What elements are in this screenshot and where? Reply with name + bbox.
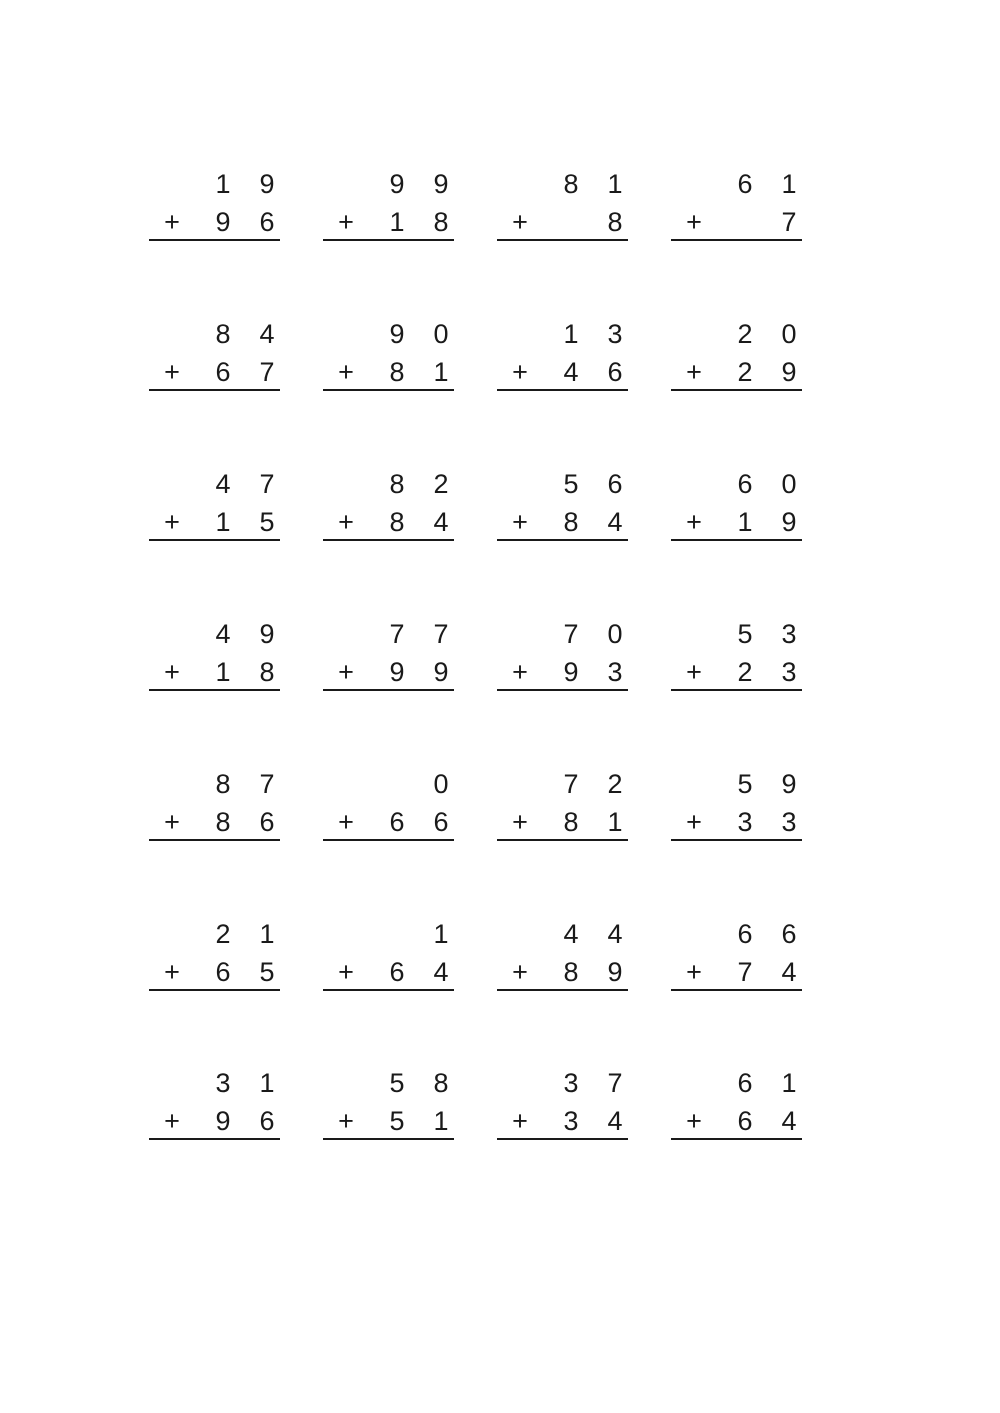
addition-problem [323, 618, 454, 698]
top-tens-digit: 5 [389, 1068, 405, 1098]
top-ones-digit: 3 [781, 619, 797, 649]
answer-line [149, 239, 280, 241]
top-ones-digit: 2 [607, 769, 623, 799]
addition-problem [671, 918, 802, 998]
bottom-ones-digit: 3 [781, 807, 797, 837]
addition-problem [497, 618, 628, 698]
answer-line [149, 539, 280, 541]
top-ones-digit: 0 [607, 619, 623, 649]
bottom-tens-digit: 1 [215, 657, 231, 687]
bottom-tens-digit: 8 [563, 957, 579, 987]
addition-problem [497, 318, 628, 398]
addition-problem [323, 918, 454, 998]
bottom-ones-digit: 4 [781, 957, 797, 987]
top-ones-digit: 9 [259, 169, 275, 199]
bottom-ones-digit: 9 [433, 657, 449, 687]
answer-line [323, 989, 454, 991]
addition-problem [671, 768, 802, 848]
bottom-ones-digit: 3 [607, 657, 623, 687]
bottom-ones-digit: 5 [259, 507, 275, 537]
answer-line [323, 839, 454, 841]
top-tens-digit: 6 [737, 1068, 753, 1098]
answer-line [497, 239, 628, 241]
answer-line [497, 1138, 628, 1140]
bottom-tens-digit: 1 [737, 507, 753, 537]
top-tens-digit [384, 769, 410, 799]
answer-line [323, 1138, 454, 1140]
addition-problem [497, 768, 628, 848]
bottom-ones-digit: 5 [259, 957, 275, 987]
bottom-tens-digit: 2 [737, 657, 753, 687]
plus-sign: + [512, 657, 528, 687]
top-tens-digit: 2 [737, 319, 753, 349]
answer-line [497, 689, 628, 691]
top-ones-digit: 4 [259, 319, 275, 349]
top-ones-digit: 9 [433, 169, 449, 199]
addition-problem [671, 468, 802, 548]
addition-problem [149, 318, 280, 398]
top-tens-digit: 1 [563, 319, 579, 349]
bottom-tens-digit: 1 [215, 507, 231, 537]
answer-line [671, 239, 802, 241]
bottom-tens-digit [558, 207, 584, 237]
bottom-tens-digit: 6 [215, 957, 231, 987]
answer-line [149, 389, 280, 391]
plus-sign: + [512, 957, 528, 987]
plus-sign: + [338, 657, 354, 687]
bottom-tens-digit: 2 [737, 357, 753, 387]
bottom-ones-digit: 6 [259, 807, 275, 837]
plus-sign: + [512, 807, 528, 837]
plus-sign: + [164, 807, 180, 837]
plus-sign: + [164, 657, 180, 687]
bottom-ones-digit: 4 [433, 957, 449, 987]
top-tens-digit: 7 [389, 619, 405, 649]
top-ones-digit: 1 [781, 169, 797, 199]
answer-line [149, 839, 280, 841]
bottom-tens-digit: 1 [389, 207, 405, 237]
addition-problem [323, 468, 454, 548]
top-ones-digit: 1 [781, 1068, 797, 1098]
top-ones-digit: 7 [259, 469, 275, 499]
addition-problem [149, 618, 280, 698]
answer-line [497, 839, 628, 841]
addition-problem [323, 318, 454, 398]
bottom-tens-digit: 8 [215, 807, 231, 837]
bottom-ones-digit: 8 [433, 207, 449, 237]
answer-line [671, 389, 802, 391]
plus-sign: + [164, 507, 180, 537]
bottom-tens-digit: 8 [389, 507, 405, 537]
bottom-tens-digit: 9 [215, 1106, 231, 1136]
bottom-ones-digit: 6 [259, 1106, 275, 1136]
bottom-tens-digit: 3 [737, 807, 753, 837]
bottom-tens-digit: 6 [389, 957, 405, 987]
top-ones-digit: 9 [781, 769, 797, 799]
bottom-ones-digit: 4 [607, 1106, 623, 1136]
answer-line [671, 539, 802, 541]
top-tens-digit: 9 [389, 319, 405, 349]
bottom-tens-digit: 6 [737, 1106, 753, 1136]
answer-line [149, 1138, 280, 1140]
addition-problem [671, 1067, 802, 1147]
answer-line [323, 689, 454, 691]
top-tens-digit: 8 [215, 769, 231, 799]
bottom-ones-digit: 4 [433, 507, 449, 537]
bottom-tens-digit: 5 [389, 1106, 405, 1136]
plus-sign: + [164, 957, 180, 987]
top-ones-digit: 7 [433, 619, 449, 649]
top-ones-digit: 0 [781, 469, 797, 499]
answer-line [323, 539, 454, 541]
top-ones-digit: 4 [607, 919, 623, 949]
top-ones-digit: 1 [607, 169, 623, 199]
addition-problem [323, 1067, 454, 1147]
bottom-tens-digit: 8 [389, 357, 405, 387]
top-ones-digit: 0 [433, 319, 449, 349]
plus-sign: + [512, 357, 528, 387]
addition-problem [671, 318, 802, 398]
bottom-tens-digit: 8 [563, 507, 579, 537]
top-tens-digit: 7 [563, 619, 579, 649]
bottom-tens-digit: 6 [215, 357, 231, 387]
plus-sign: + [338, 207, 354, 237]
top-tens-digit: 2 [215, 919, 231, 949]
plus-sign: + [164, 207, 180, 237]
addition-problem [149, 768, 280, 848]
answer-line [497, 539, 628, 541]
top-tens-digit: 8 [389, 469, 405, 499]
addition-problem [671, 618, 802, 698]
bottom-ones-digit: 9 [781, 357, 797, 387]
plus-sign: + [338, 357, 354, 387]
top-ones-digit: 1 [259, 1068, 275, 1098]
bottom-ones-digit: 1 [433, 357, 449, 387]
plus-sign: + [686, 507, 702, 537]
bottom-tens-digit: 4 [563, 357, 579, 387]
answer-line [671, 839, 802, 841]
addition-problem [497, 468, 628, 548]
top-tens-digit: 4 [215, 619, 231, 649]
addition-problem [149, 1067, 280, 1147]
top-tens-digit: 5 [737, 769, 753, 799]
plus-sign: + [338, 507, 354, 537]
top-tens-digit: 6 [737, 919, 753, 949]
plus-sign: + [164, 357, 180, 387]
addition-problem [497, 918, 628, 998]
top-tens-digit [384, 919, 410, 949]
plus-sign: + [512, 207, 528, 237]
plus-sign: + [686, 357, 702, 387]
bottom-ones-digit: 6 [607, 357, 623, 387]
answer-line [497, 389, 628, 391]
bottom-tens-digit: 6 [389, 807, 405, 837]
addition-problem [323, 768, 454, 848]
top-ones-digit: 3 [607, 319, 623, 349]
answer-line [323, 389, 454, 391]
top-tens-digit: 8 [563, 169, 579, 199]
top-tens-digit: 4 [215, 469, 231, 499]
top-tens-digit: 3 [215, 1068, 231, 1098]
top-tens-digit: 6 [737, 469, 753, 499]
top-tens-digit: 5 [737, 619, 753, 649]
top-tens-digit: 6 [737, 169, 753, 199]
top-ones-digit: 7 [259, 769, 275, 799]
answer-line [671, 689, 802, 691]
bottom-tens-digit: 8 [563, 807, 579, 837]
top-ones-digit: 6 [607, 469, 623, 499]
answer-line [149, 989, 280, 991]
addition-problem [671, 168, 802, 248]
bottom-ones-digit: 6 [259, 207, 275, 237]
bottom-ones-digit: 4 [607, 507, 623, 537]
top-ones-digit: 7 [607, 1068, 623, 1098]
bottom-ones-digit: 4 [781, 1106, 797, 1136]
bottom-tens-digit [732, 207, 758, 237]
answer-line [149, 689, 280, 691]
bottom-tens-digit: 7 [737, 957, 753, 987]
answer-line [671, 1138, 802, 1140]
plus-sign: + [164, 1106, 180, 1136]
top-tens-digit: 9 [389, 169, 405, 199]
plus-sign: + [686, 807, 702, 837]
top-tens-digit: 1 [215, 169, 231, 199]
bottom-ones-digit: 9 [607, 957, 623, 987]
answer-line [497, 989, 628, 991]
bottom-tens-digit: 9 [563, 657, 579, 687]
plus-sign: + [338, 957, 354, 987]
plus-sign: + [512, 507, 528, 537]
bottom-ones-digit: 6 [433, 807, 449, 837]
bottom-tens-digit: 3 [563, 1106, 579, 1136]
addition-problem [497, 168, 628, 248]
plus-sign: + [686, 1106, 702, 1136]
bottom-ones-digit: 8 [607, 207, 623, 237]
plus-sign: + [338, 1106, 354, 1136]
bottom-ones-digit: 3 [781, 657, 797, 687]
bottom-ones-digit: 9 [781, 507, 797, 537]
top-ones-digit: 8 [433, 1068, 449, 1098]
answer-line [323, 239, 454, 241]
addition-problem [497, 1067, 628, 1147]
top-tens-digit: 7 [563, 769, 579, 799]
top-ones-digit: 6 [781, 919, 797, 949]
bottom-ones-digit: 7 [781, 207, 797, 237]
top-tens-digit: 5 [563, 469, 579, 499]
plus-sign: + [686, 657, 702, 687]
top-ones-digit: 9 [259, 619, 275, 649]
plus-sign: + [338, 807, 354, 837]
bottom-ones-digit: 1 [433, 1106, 449, 1136]
top-tens-digit: 3 [563, 1068, 579, 1098]
plus-sign: + [686, 207, 702, 237]
addition-problem [149, 468, 280, 548]
addition-problem [149, 918, 280, 998]
bottom-tens-digit: 9 [215, 207, 231, 237]
bottom-tens-digit: 9 [389, 657, 405, 687]
plus-sign: + [512, 1106, 528, 1136]
top-ones-digit: 0 [433, 769, 449, 799]
top-ones-digit: 0 [781, 319, 797, 349]
bottom-ones-digit: 8 [259, 657, 275, 687]
answer-line [671, 989, 802, 991]
bottom-ones-digit: 7 [259, 357, 275, 387]
addition-problem [149, 168, 280, 248]
addition-problem [323, 168, 454, 248]
top-ones-digit: 1 [433, 919, 449, 949]
plus-sign: + [686, 957, 702, 987]
top-tens-digit: 4 [563, 919, 579, 949]
top-ones-digit: 2 [433, 469, 449, 499]
top-tens-digit: 8 [215, 319, 231, 349]
bottom-ones-digit: 1 [607, 807, 623, 837]
top-ones-digit: 1 [259, 919, 275, 949]
